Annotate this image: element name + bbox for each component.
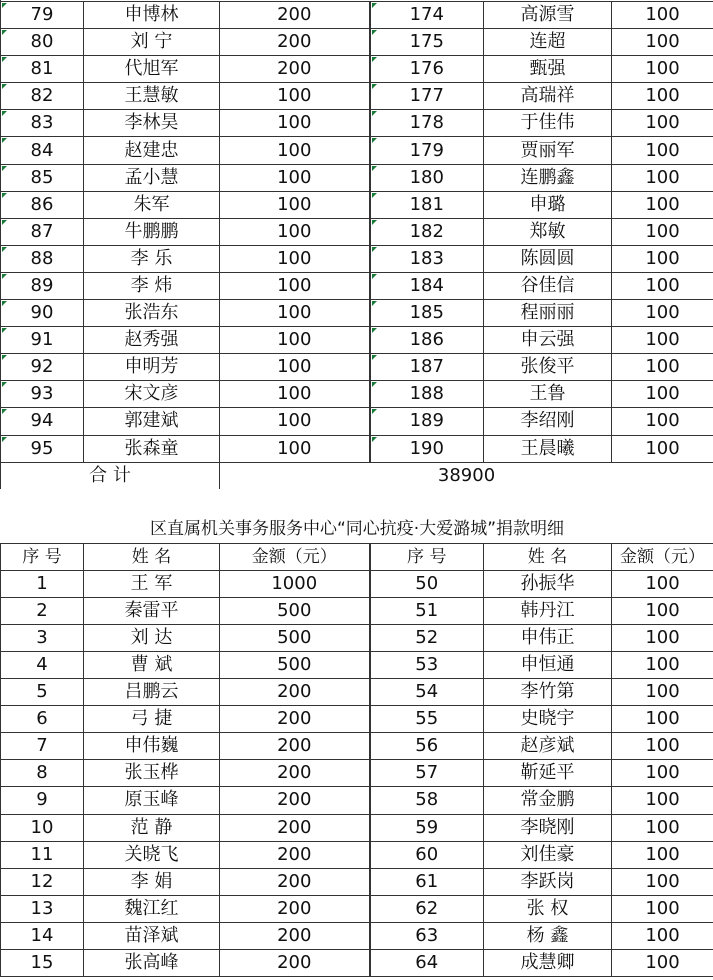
cell-name-right: 程丽丽 (484, 300, 612, 327)
table-row (1, 83, 713, 110)
cell-amount-left: 500 (220, 624, 370, 651)
table-row (1, 164, 713, 191)
cell-name-left: 王慧敏 (84, 83, 220, 110)
cell-amount-right: 100 (612, 679, 713, 706)
table-row (1, 408, 713, 435)
cell-amount-left: 200 (220, 868, 370, 895)
cell-name-left: 王 军 (84, 570, 220, 597)
cell-seq-right: 184 (370, 272, 484, 299)
cell-seq-left: 93 (1, 381, 84, 408)
cell-name-right: 刘佳豪 (484, 841, 612, 868)
cell-name-right: 成慧卿 (484, 950, 612, 977)
cell-seq-left: 15 (1, 950, 84, 977)
cell-name-right: 赵彦斌 (484, 733, 612, 760)
cell-amount-right: 100 (612, 706, 713, 733)
cell-name-right: 高源雪 (484, 2, 612, 29)
cell-seq-right: 186 (370, 327, 484, 354)
section-gap (0, 489, 713, 516)
cell-name-left: 李林昊 (84, 110, 220, 137)
cell-seq-right: 52 (370, 624, 484, 651)
cell-name-left: 刘 达 (84, 624, 220, 651)
cell-seq-left: 90 (1, 300, 84, 327)
cell-amount-right: 100 (612, 56, 713, 83)
cell-seq-right: 175 (370, 29, 484, 56)
cell-amount-left: 200 (220, 679, 370, 706)
cell-name-left: 张浩东 (84, 300, 220, 327)
cell-amount-left: 1000 (220, 570, 370, 597)
table-row (1, 950, 713, 977)
cell-name-right: 郑敏 (484, 218, 612, 245)
cell-name-right: 韩丹江 (484, 597, 612, 624)
cell-name-left: 郭建斌 (84, 408, 220, 435)
table-row (1, 787, 713, 814)
cell-name-left: 张玉桦 (84, 760, 220, 787)
cell-name-right: 甄强 (484, 56, 612, 83)
total-row (1, 462, 713, 489)
cell-seq-left: 91 (1, 327, 84, 354)
cell-amount-right: 100 (612, 624, 713, 651)
cell-name-left: 李 乐 (84, 245, 220, 272)
cell-seq-right: 189 (370, 408, 484, 435)
top-table-body (1, 0, 713, 489)
cell-amount-left: 200 (220, 814, 370, 841)
cell-amount-right: 100 (612, 137, 713, 164)
cell-amount-right: 100 (612, 570, 713, 597)
cell-seq-left: 3 (1, 624, 84, 651)
cell-name-left: 曹 斌 (84, 651, 220, 678)
cell-name-right: 申璐 (484, 191, 612, 218)
header-seq-right: 序 号 (370, 543, 484, 570)
header-amount-right: 金额（元） (612, 543, 713, 570)
table-row (1, 218, 713, 245)
cell-name-left: 赵秀强 (84, 327, 220, 354)
cell-seq-left: 2 (1, 597, 84, 624)
table-row (1, 245, 713, 272)
cell-amount-right: 100 (612, 435, 713, 462)
cell-amount-left: 200 (220, 895, 370, 922)
cell-name-left: 秦雷平 (84, 597, 220, 624)
cell-seq-left: 8 (1, 760, 84, 787)
cell-seq-right: 180 (370, 164, 484, 191)
table-row (1, 841, 713, 868)
table-header-row (1, 543, 713, 570)
cell-name-left: 赵建忠 (84, 137, 220, 164)
cell-amount-left: 100 (220, 245, 370, 272)
cell-name-right: 王鲁 (484, 381, 612, 408)
cell-amount-right: 100 (612, 841, 713, 868)
cell-amount-left: 100 (220, 408, 370, 435)
table-row (1, 191, 713, 218)
cell-seq-left: 4 (1, 651, 84, 678)
cell-seq-right: 178 (370, 110, 484, 137)
header-seq-left: 序 号 (1, 543, 84, 570)
cell-name-right: 申云强 (484, 327, 612, 354)
cell-seq-left: 7 (1, 733, 84, 760)
cell-seq-right: 183 (370, 245, 484, 272)
table-row (1, 137, 713, 164)
cell-amount-left: 100 (220, 191, 370, 218)
cell-name-left: 关晓飞 (84, 841, 220, 868)
cell-amount-left: 100 (220, 218, 370, 245)
cell-seq-right: 187 (370, 354, 484, 381)
cell-name-right: 常金鹏 (484, 787, 612, 814)
table-title: 区直属机关事务服务中心“同心抗疫·大爱潞城”捐款明细 (1, 516, 713, 543)
cell-name-left: 代旭军 (84, 56, 220, 83)
cell-name-right: 李跃岗 (484, 868, 612, 895)
cell-amount-right: 100 (612, 2, 713, 29)
table-row (1, 868, 713, 895)
cell-seq-right: 182 (370, 218, 484, 245)
table-row (1, 327, 713, 354)
table-row (1, 706, 713, 733)
cell-amount-right: 100 (612, 218, 713, 245)
cell-amount-right: 100 (612, 922, 713, 949)
bottom-table-body (1, 516, 713, 977)
cell-seq-right: 188 (370, 381, 484, 408)
cell-seq-left: 80 (1, 29, 84, 56)
cell-amount-right: 100 (612, 191, 713, 218)
cell-seq-right: 56 (370, 733, 484, 760)
cell-seq-left: 14 (1, 922, 84, 949)
cell-seq-right: 58 (370, 787, 484, 814)
cell-name-right: 于佳伟 (484, 110, 612, 137)
cell-seq-right: 174 (370, 2, 484, 29)
cell-name-left: 张高峰 (84, 950, 220, 977)
table-row (1, 679, 713, 706)
cell-amount-left: 200 (220, 56, 370, 83)
cell-amount-right: 100 (612, 29, 713, 56)
cell-name-right: 申伟正 (484, 624, 612, 651)
cell-name-right: 连超 (484, 29, 612, 56)
table-row (1, 570, 713, 597)
donation-table-bottom (0, 516, 713, 977)
cell-name-right: 连鹏鑫 (484, 164, 612, 191)
cell-name-left: 张森童 (84, 435, 220, 462)
cell-seq-left: 11 (1, 841, 84, 868)
cell-name-right: 孙振华 (484, 570, 612, 597)
cell-name-right: 史晓宇 (484, 706, 612, 733)
cell-amount-left: 100 (220, 272, 370, 299)
cell-amount-left: 100 (220, 300, 370, 327)
cell-seq-right: 63 (370, 922, 484, 949)
cell-seq-left: 5 (1, 679, 84, 706)
cell-seq-right: 54 (370, 679, 484, 706)
cell-amount-right: 100 (612, 164, 713, 191)
table-row (1, 435, 713, 462)
header-amount-left: 金额（元） (220, 543, 370, 570)
cell-seq-right: 55 (370, 706, 484, 733)
cell-seq-right: 181 (370, 191, 484, 218)
cell-name-left: 朱军 (84, 191, 220, 218)
cell-seq-right: 51 (370, 597, 484, 624)
cell-name-left: 吕鹏云 (84, 679, 220, 706)
cell-amount-right: 100 (612, 408, 713, 435)
cell-seq-right: 62 (370, 895, 484, 922)
cell-amount-right: 100 (612, 760, 713, 787)
cell-seq-right: 177 (370, 83, 484, 110)
cell-amount-right: 100 (612, 272, 713, 299)
cell-amount-left: 200 (220, 706, 370, 733)
cell-seq-left: 10 (1, 814, 84, 841)
table-row (1, 2, 713, 29)
cell-name-right: 张 权 (484, 895, 612, 922)
cell-name-right: 杨 鑫 (484, 922, 612, 949)
cell-seq-left: 6 (1, 706, 84, 733)
cell-amount-right: 100 (612, 300, 713, 327)
cell-name-right: 李绍刚 (484, 408, 612, 435)
cell-name-left: 范 静 (84, 814, 220, 841)
cell-seq-right: 59 (370, 814, 484, 841)
cell-name-right: 高瑞祥 (484, 83, 612, 110)
cell-seq-left: 85 (1, 164, 84, 191)
cell-name-left: 孟小慧 (84, 164, 220, 191)
cell-name-right: 贾丽军 (484, 137, 612, 164)
table-row (1, 110, 713, 137)
cell-seq-left: 9 (1, 787, 84, 814)
cell-seq-left: 12 (1, 868, 84, 895)
cell-amount-left: 100 (220, 137, 370, 164)
table-row (1, 29, 713, 56)
cell-seq-left: 79 (1, 2, 84, 29)
cell-name-right: 陈圆圆 (484, 245, 612, 272)
cell-name-left: 魏江红 (84, 895, 220, 922)
cell-amount-left: 100 (220, 327, 370, 354)
cell-amount-left: 100 (220, 164, 370, 191)
cell-name-left: 申伟巍 (84, 733, 220, 760)
cell-name-left: 申博林 (84, 2, 220, 29)
cell-name-left: 宋文彦 (84, 381, 220, 408)
header-name-right: 姓 名 (484, 543, 612, 570)
cell-name-left: 李 娟 (84, 868, 220, 895)
cell-amount-right: 100 (612, 354, 713, 381)
cell-amount-left: 200 (220, 733, 370, 760)
cell-amount-right: 100 (612, 83, 713, 110)
cell-amount-right: 100 (612, 733, 713, 760)
cell-name-right: 王晨曦 (484, 435, 612, 462)
cell-name-left: 申明芳 (84, 354, 220, 381)
cell-amount-left: 500 (220, 597, 370, 624)
cell-name-left: 弓 捷 (84, 706, 220, 733)
header-name-left: 姓 名 (84, 543, 220, 570)
cell-amount-right: 100 (612, 327, 713, 354)
cell-seq-left: 87 (1, 218, 84, 245)
cell-amount-left: 100 (220, 381, 370, 408)
cell-amount-right: 100 (612, 895, 713, 922)
cell-name-right: 张俊平 (484, 354, 612, 381)
table-row (1, 56, 713, 83)
cell-name-left: 原玉峰 (84, 787, 220, 814)
cell-seq-right: 50 (370, 570, 484, 597)
cell-seq-right: 53 (370, 651, 484, 678)
cell-amount-right: 100 (612, 950, 713, 977)
cell-name-right: 申恒通 (484, 651, 612, 678)
cell-name-left: 苗泽斌 (84, 922, 220, 949)
cell-amount-left: 500 (220, 651, 370, 678)
table-row (1, 814, 713, 841)
cell-seq-left: 86 (1, 191, 84, 218)
cell-seq-left: 81 (1, 56, 84, 83)
cell-amount-right: 100 (612, 381, 713, 408)
table-row (1, 651, 713, 678)
cell-seq-left: 82 (1, 83, 84, 110)
cell-seq-left: 13 (1, 895, 84, 922)
cell-amount-left: 100 (220, 83, 370, 110)
cell-name-right: 李晓刚 (484, 814, 612, 841)
cell-seq-left: 88 (1, 245, 84, 272)
cell-seq-left: 95 (1, 435, 84, 462)
cell-amount-left: 200 (220, 2, 370, 29)
cell-amount-left: 100 (220, 110, 370, 137)
cell-seq-left: 89 (1, 272, 84, 299)
table-row (1, 895, 713, 922)
cell-name-left: 刘 宁 (84, 29, 220, 56)
cell-amount-left: 200 (220, 760, 370, 787)
cell-seq-right: 179 (370, 137, 484, 164)
cell-name-left: 牛鹏鹏 (84, 218, 220, 245)
cell-amount-right: 100 (612, 868, 713, 895)
table-row (1, 272, 713, 299)
cell-seq-left: 84 (1, 137, 84, 164)
cell-amount-left: 100 (220, 354, 370, 381)
cell-name-left: 李 炜 (84, 272, 220, 299)
cell-seq-left: 92 (1, 354, 84, 381)
table-row (1, 624, 713, 651)
table-row (1, 597, 713, 624)
cell-name-right: 靳延平 (484, 760, 612, 787)
cell-seq-left: 94 (1, 408, 84, 435)
cell-seq-right: 61 (370, 868, 484, 895)
cell-amount-right: 100 (612, 651, 713, 678)
table-row (1, 354, 713, 381)
cell-amount-right: 100 (612, 814, 713, 841)
table-title-row (1, 516, 713, 543)
cell-seq-right: 185 (370, 300, 484, 327)
cell-seq-right: 60 (370, 841, 484, 868)
cell-seq-left: 83 (1, 110, 84, 137)
total-value: 38900 (220, 462, 713, 489)
total-label: 合 计 (1, 462, 220, 489)
table-row (1, 733, 713, 760)
cell-amount-left: 200 (220, 29, 370, 56)
cell-amount-right: 100 (612, 110, 713, 137)
cell-amount-left: 200 (220, 787, 370, 814)
cell-seq-right: 64 (370, 950, 484, 977)
cell-seq-right: 190 (370, 435, 484, 462)
cell-name-right: 李竹第 (484, 679, 612, 706)
cell-amount-right: 100 (612, 245, 713, 272)
cell-amount-left: 100 (220, 435, 370, 462)
cell-seq-right: 57 (370, 760, 484, 787)
table-row (1, 760, 713, 787)
cell-seq-left: 1 (1, 570, 84, 597)
cell-seq-right: 176 (370, 56, 484, 83)
table-row (1, 922, 713, 949)
cell-name-right: 谷佳信 (484, 272, 612, 299)
cell-amount-left: 200 (220, 922, 370, 949)
cell-amount-right: 100 (612, 597, 713, 624)
table-row (1, 381, 713, 408)
table-row (1, 300, 713, 327)
cell-amount-left: 200 (220, 841, 370, 868)
cell-amount-left: 200 (220, 950, 370, 977)
cell-amount-right: 100 (612, 787, 713, 814)
